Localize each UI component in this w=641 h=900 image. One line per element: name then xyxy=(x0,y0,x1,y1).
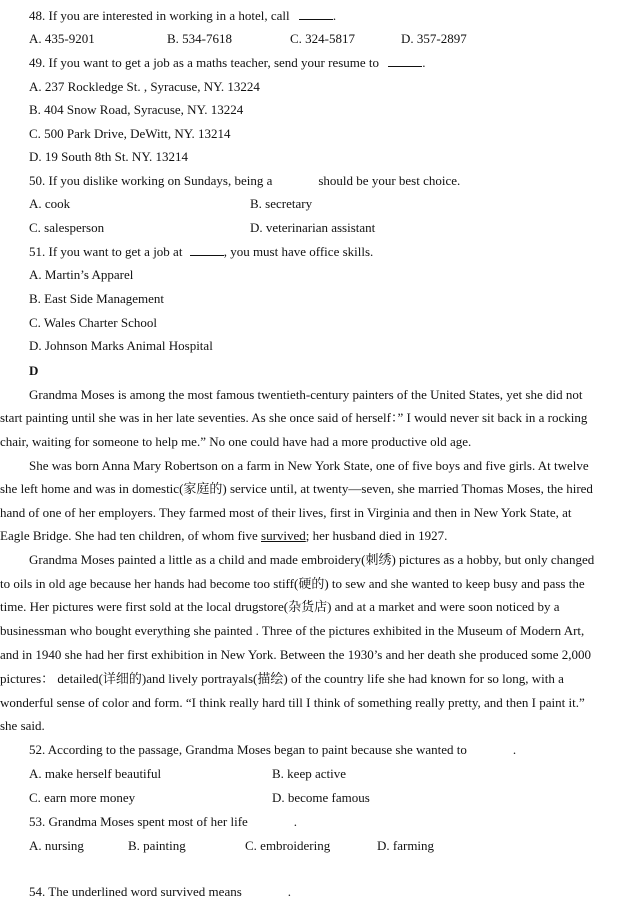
option-52-c: C. earn more money xyxy=(29,790,136,805)
paragraph-3-line-5: and in 1940 she had her first exhibition in New York. Between the 1930’s and her death she produced some 2,000 xyxy=(0,647,592,662)
paragraph-2-line-4-before: Eagle Bridge. She had ten children, of whom five xyxy=(0,528,258,543)
option-49-b: B. 404 Snow Road, Syracuse, NY. 13224 xyxy=(29,102,244,117)
question-54: 54. The underlined word survived means . xyxy=(29,884,292,899)
paragraph-3-line-3: time. Her pictures were first sold at the local drugstore(杂货店) and at a market and were soon noticed by a xyxy=(0,599,560,614)
option-50-b: B. secretary xyxy=(250,196,313,211)
section-heading: D xyxy=(29,363,39,378)
question-52-stem: 52. According to the passage, Grandma Moses began to paint because she wanted to xyxy=(29,742,467,757)
question-50 xyxy=(29,173,460,189)
question-50-stem-after: should be your best choice. xyxy=(318,173,461,188)
question-48: 48. If you are interested in working in a hotel, call . xyxy=(29,8,337,23)
paragraph-1-line-3: chair, waiting for someone to help me.” No one could have had a more productive old age. xyxy=(0,434,472,449)
answer-blank xyxy=(190,244,224,256)
option-48-b: B. 534-7618 xyxy=(167,31,232,46)
paragraph-3-line-4: businessman who bought everything she painted . Three of the pictures exhibited in the Museum of Modern Art, xyxy=(0,623,585,638)
option-51-c: C. Wales Charter School xyxy=(29,315,157,330)
paragraph-2-line-2: she left home and was in domestic(家庭的) service until, at twenty—seven, she married Thomas Moses, the hired xyxy=(0,481,593,496)
paragraph-1-line-1: Grandma Moses is among the most famous twentieth-century painters of the United States, yet she did not xyxy=(29,387,583,402)
question-53-stem: 53. Grandma Moses spent most of her life xyxy=(29,814,248,829)
question-51-stem-before: 51. If you want to get a job at xyxy=(29,244,183,259)
option-48-d: D. 357-2897 xyxy=(401,31,467,46)
option-52-d: D. become famous xyxy=(272,790,370,805)
option-49-a: A. 237 Rockledge St. , Syracuse, NY. 13224 xyxy=(29,79,260,94)
answer-blank xyxy=(388,55,422,67)
question-52: 52. According to the passage, Grandma Moses began to paint because she wanted to . xyxy=(29,742,517,757)
answer-blank xyxy=(299,8,333,20)
paragraph-3-line-1: Grandma Moses painted a little as a child and made embroidery(刺绣) pictures as a hobby, but only changed xyxy=(29,552,595,567)
option-52-b: B. keep active xyxy=(272,766,346,781)
option-53-b: B. painting xyxy=(128,838,186,853)
paragraph-3-line-6: pictures： detailed(详细的)and lively portrayals(描绘) of the country life she had known for so long, with a xyxy=(0,671,564,686)
question-49-stem: 49. If you want to get a job as a maths teacher, send your resume to xyxy=(29,55,380,70)
option-51-d: D. Johnson Marks Animal Hospital xyxy=(29,338,213,353)
option-53-d: D. farming xyxy=(377,838,435,853)
option-52-a: A. make herself beautiful xyxy=(29,766,162,781)
question-54-stem: 54. The underlined word survived means xyxy=(29,884,242,899)
question-51-stem-after: , you must have office skills. xyxy=(223,244,374,259)
paragraph-3-line-7: wonderful sense of color and form. “I think really hard till I think of something really pretty, and then I paint it.” xyxy=(0,695,585,710)
option-50-c: C. salesperson xyxy=(29,220,105,235)
question-53: 53. Grandma Moses spent most of her life . xyxy=(29,814,298,829)
paragraph-1-line-2: start painting until she was in her late seventies. As she once said of herself：” I would never sit back in a rocking xyxy=(0,410,588,425)
question-50-stem-before: 50. If you dislike working on Sundays, being a xyxy=(29,173,273,188)
question-51 xyxy=(29,244,373,260)
paragraph-2-line-4-after: ; her husband died in 1927. xyxy=(305,528,448,543)
paragraph-2-line-3: hand of one of her employers. They farmed most of their lives, first in Virginia and then in New York State, at xyxy=(0,505,572,520)
option-48-c: C. 324-5817 xyxy=(290,31,355,46)
option-53-a: A. nursing xyxy=(29,838,84,853)
paragraph-3-line-8: she said. xyxy=(0,718,45,733)
option-48-a: A. 435-9201 xyxy=(29,31,95,46)
paragraph-2-line-1: She was born Anna Mary Robertson on a farm in New York State, one of five boys and five girls. At twelve xyxy=(29,458,589,473)
option-49-c: C. 500 Park Drive, DeWitt, NY. 13214 xyxy=(29,126,231,141)
option-49-d: D. 19 South 8th St. NY. 13214 xyxy=(29,149,189,164)
option-53-c: C. embroidering xyxy=(245,838,331,853)
paragraph-3-line-2: to oils in old age because her hands had become too stiff(硬的) to sew and she wanted to keep busy and pass the xyxy=(0,576,585,591)
question-49: 49. If you want to get a job as a maths teacher, send your resume to . xyxy=(29,55,426,70)
question-48-stem: 48. If you are interested in working in a hotel, call xyxy=(29,8,290,23)
option-50-d: D. veterinarian assistant xyxy=(250,220,376,235)
option-51-a: A. Martin’s Apparel xyxy=(29,267,134,282)
option-50-a: A. cook xyxy=(29,196,71,211)
underlined-word-survived: survived xyxy=(261,528,306,543)
paragraph-2-line-4 xyxy=(0,528,447,544)
option-51-b: B. East Side Management xyxy=(29,291,165,306)
